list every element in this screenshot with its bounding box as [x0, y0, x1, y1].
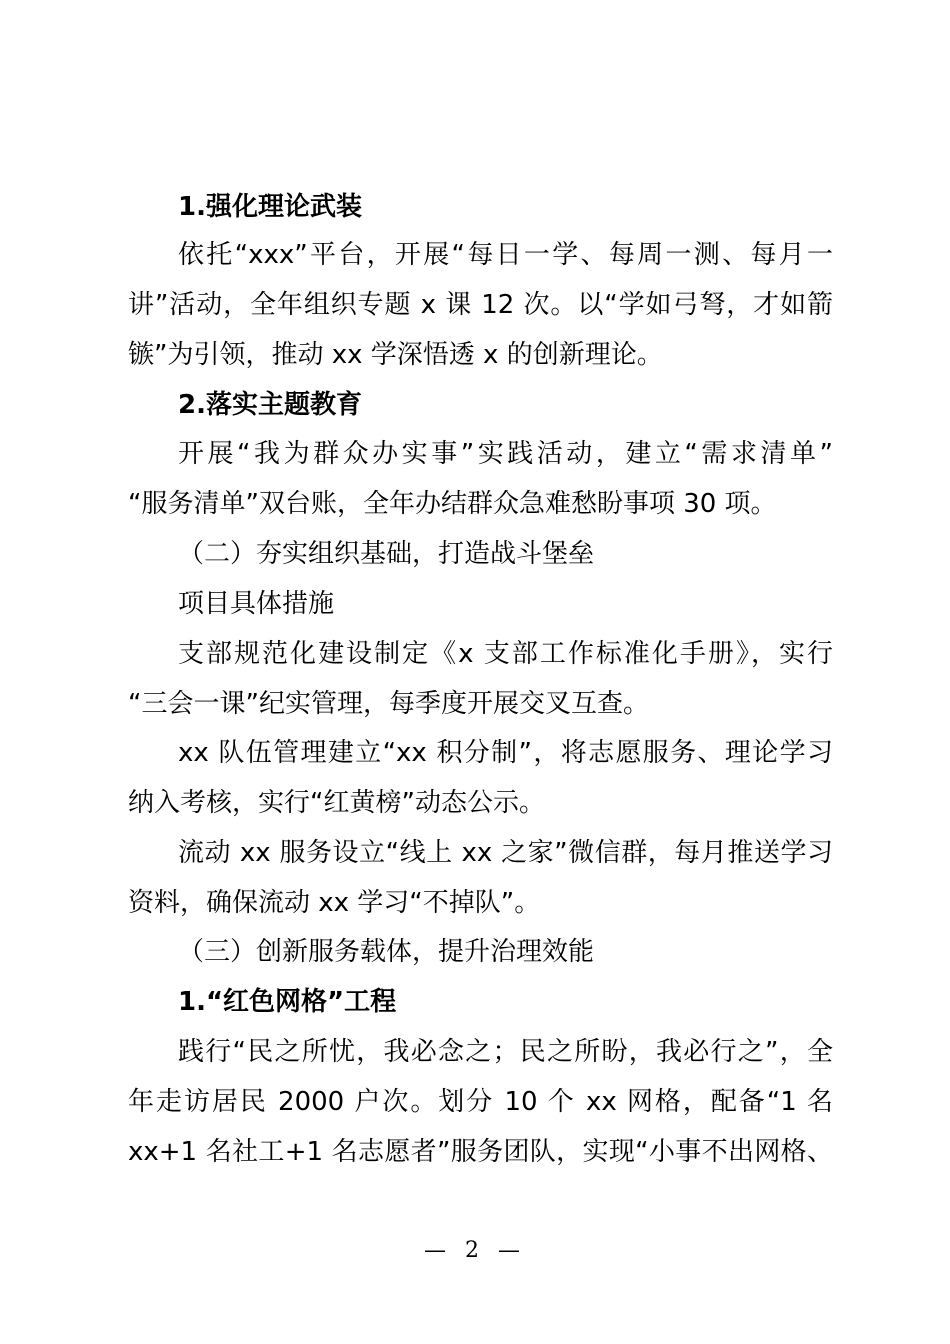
paragraph-line: 流动 xx 服务设立“线上 xx 之家”微信群，每月推送学习: [178, 838, 833, 868]
paragraph-line: 践行“民之所忧，我必念之；民之所盼，我必行之”，全: [178, 1037, 833, 1067]
section-heading: 1.“红色网格”工程: [178, 987, 397, 1017]
section-heading: 2.落实主题教育: [178, 390, 362, 420]
paragraph-line: 纳入考核，实行“红黄榜”动态公示。: [128, 788, 545, 818]
paragraph-line: 讲”活动，全年组织专题 x 课 12 次。以“学如弓弩，才如箭: [128, 290, 833, 320]
paragraph-line: “三会一课”纪实管理，每季度开展交叉互查。: [128, 689, 649, 719]
paragraph-line: 年走访居民 2000 户次。划分 10 个 xx 网格，配备“1 名: [128, 1087, 833, 1117]
paragraph-line: “服务清单”双台账，全年办结群众急难愁盼事项 30 项。: [128, 489, 777, 519]
paragraph-line: 开展“我为群众办实事”实践活动，建立“需求清单”: [178, 439, 833, 469]
paragraph-line: xx+1 名社工+1 名志愿者”服务团队，实现“小事不出网格、: [128, 1137, 833, 1167]
paragraph-line: （三）创新服务载体，提升治理效能: [178, 937, 595, 967]
paragraph-line: 镞”为引领，推动 xx 学深悟透 x 的创新理论。: [128, 340, 663, 370]
page-number: — 2 —: [424, 1238, 526, 1263]
paragraph-line: 项目具体措施: [178, 589, 335, 619]
paragraph-line: 资料，确保流动 xx 学习“不掉队”。: [128, 888, 541, 918]
section-heading: 1.强化理论武装: [178, 192, 362, 222]
paragraph-line: 依托“xxx”平台，开展“每日一学、每周一测、每月一: [178, 240, 833, 270]
paragraph-line: 支部规范化建设制定《x 支部工作标准化手册》，实行: [178, 639, 833, 669]
paragraph-line: （二）夯实组织基础，打造战斗堡垒: [178, 539, 595, 569]
paragraph-line: xx 队伍管理建立“xx 积分制”，将志愿服务、理论学习: [178, 738, 833, 768]
